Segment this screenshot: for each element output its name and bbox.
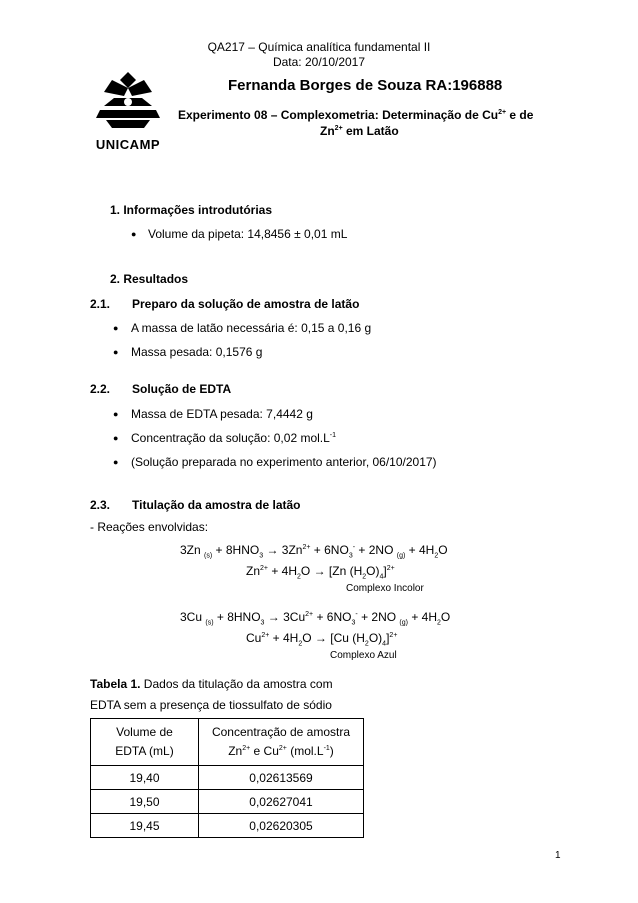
- cell-volume: 19,45: [91, 814, 199, 838]
- section-2-3-number: 2.3.: [90, 498, 111, 512]
- cell-concentration: 0,02627041: [199, 790, 364, 814]
- bullet-icon: ●: [113, 347, 119, 357]
- reactions-label: - Reações envolvidas:: [90, 520, 209, 534]
- edta-concentration: Concentração da solução: 0,02 $mol.L^{-1}$: [131, 431, 337, 445]
- section-1-title: 1. Informações introdutórias: [110, 203, 273, 217]
- brass-mass-required: A massa de latão necessária é: 0,15 a 0,16 g: [131, 321, 372, 335]
- section-2-2-number: 2.2.: [90, 382, 111, 396]
- section-2-3-title: Titulação da amostra de latão: [132, 498, 301, 512]
- bullet-icon: ●: [131, 229, 137, 239]
- table-header-row: [91, 719, 364, 766]
- table-row: [91, 814, 364, 838]
- edta-mass: Massa de EDTA pesada: 7,4442 g: [131, 407, 313, 421]
- reaction-cu-hno3: 3Cu $_{(s)} + 8HNO_3 \to 3Cu^{2+} + 6NO_3^- + 2NO$ $_{(g)} + 4H_2O$: [180, 610, 451, 627]
- header-concentration: Concentração de amostra $Zn^{2+}$ e $Cu^{2+}$ $(mol.L^{-1})$: [199, 719, 364, 766]
- section-2-1-title: Preparo da solução de amostra de latão: [132, 297, 360, 311]
- page-number: 1: [555, 850, 561, 861]
- titration-table: [90, 718, 364, 838]
- pipette-volume: Volume da pipeta: 14,8456 ± 0,01 mL: [148, 227, 348, 241]
- cell-concentration: 0,02620305: [199, 814, 364, 838]
- bullet-icon: ●: [113, 433, 119, 443]
- complex-colorless-label: Complexo Incolor: [346, 583, 424, 594]
- experiment-title-line1: Experimento 08 – Complexometria: Determinação de $Cu^{2+}$ e de: [178, 108, 534, 122]
- unicamp-logo: [92, 70, 164, 152]
- experiment-title-line2: $Zn^{2+}$ em Latão: [320, 124, 399, 138]
- reaction-zn-hno3: 3Zn $_{(s)} + 8HNO_3 \to 3Zn^{2+} + 6NO_3^- + 2NO$ $_{(g)} + 4H_2O$: [180, 543, 448, 560]
- bullet-icon: ●: [113, 457, 119, 467]
- reaction-zn-complex: $Zn^{2+} + 4H_2O \to [Zn$ $(H_2O)_4]^{2+}$: [246, 564, 395, 581]
- brass-mass-weighed: Massa pesada: 0,1576 g: [131, 345, 263, 359]
- table-caption-line1: Tabela 1. Dados da titulação da amostra com: [90, 677, 333, 691]
- edta-note: (Solução preparada no experimento anterior, 06/10/2017): [131, 455, 437, 469]
- section-2-title: 2. Resultados: [110, 272, 189, 286]
- cell-concentration: 0,02613569: [199, 766, 364, 790]
- table-row: [91, 766, 364, 790]
- section-2-2-title: Solução de EDTA: [132, 382, 232, 396]
- table-row: [91, 790, 364, 814]
- section-2-1-number: 2.1.: [90, 297, 111, 311]
- logo-text: UNICAMP: [95, 137, 161, 152]
- cell-volume: 19,50: [91, 790, 199, 814]
- author-name: Fernanda Borges de Souza RA:196888: [228, 77, 503, 94]
- complex-blue-label: Complexo Azul: [330, 650, 397, 661]
- document-date: Data: 20/10/2017: [272, 55, 366, 69]
- header-volume: Volume de EDTA (mL): [91, 719, 199, 766]
- cell-volume: 19,40: [91, 766, 199, 790]
- table-caption-line2: EDTA sem a presença de tiossulfato de sódio: [90, 698, 332, 712]
- bullet-icon: ●: [113, 409, 119, 419]
- bullet-icon: ●: [113, 323, 119, 333]
- reaction-cu-complex: $Cu^{2+} + 4H_2O \to [Cu$ $(H_2O)_4]^{2+}$: [246, 631, 398, 648]
- course-title: QA217 – Química analítica fundamental II: [207, 40, 431, 54]
